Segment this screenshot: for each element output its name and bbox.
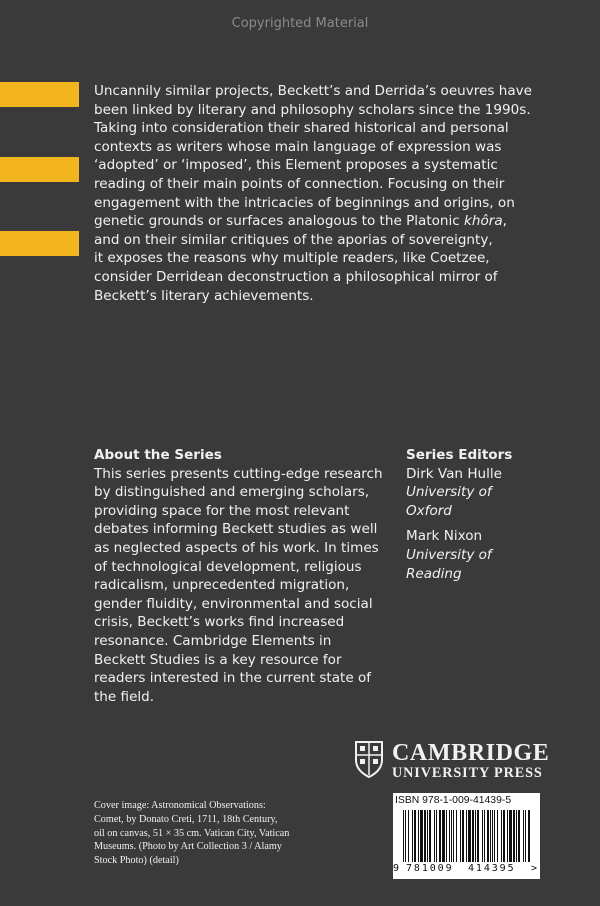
blurb-text: genetic grounds or surfaces analogous to the Platonic	[94, 213, 465, 230]
blurb-line: Uncannily similar projects, Beckett’s and Derrida’s oeuvres have	[94, 83, 532, 99]
about-line: by distinguished and emerging scholars,	[94, 484, 370, 501]
about-line: of technological development, religious	[94, 558, 362, 575]
credit-line: Stock Photo) (detail)	[94, 855, 179, 867]
khora-term: khôra	[464, 213, 503, 230]
blurb-line: it exposes the reasons why multiple readers, like Coetzee,	[94, 250, 490, 267]
editor-university: University of	[406, 484, 492, 501]
about-the-series	[94, 446, 394, 706]
barcode-first-digit: 9	[393, 863, 400, 874]
copyright-watermark: Copyrighted Material	[231, 16, 369, 31]
book-blurb	[94, 82, 574, 305]
publisher-name: CAMBRIDGE	[392, 740, 550, 766]
about-line: readers interested in the current state of	[94, 670, 372, 687]
barcode-arrow: >	[531, 863, 538, 874]
credit-line: oil on canvas, 51 × 35 cm. Vatican City, Vatican	[94, 827, 290, 839]
about-line: crisis, Beckett’s works find increased	[94, 614, 345, 631]
publisher-subname: UNIVERSITY PRESS	[392, 765, 543, 781]
credit-line: Cover image: Astronomical Observations:	[94, 800, 266, 811]
about-line: This series presents cutting-edge research	[94, 465, 383, 482]
isbn-number: ISBN 978-1-009-41439-5	[395, 795, 512, 806]
blurb-line: engagement with the intricacies of beginnings and origins, on	[94, 194, 515, 211]
accent-bar-2	[0, 157, 79, 182]
blurb-line: consider Derridean deconstruction a philosophical mirror of	[94, 268, 498, 285]
editor-university: Reading	[406, 565, 462, 582]
about-line: gender fluidity, environmental and social	[94, 595, 373, 612]
blurb-line: Beckett’s literary achievements.	[94, 287, 314, 304]
blurb-line: ‘adopted’ or ‘imposed’, this Element proposes a systematic	[94, 157, 498, 174]
blurb-line	[94, 212, 574, 231]
blurb-line: Taking into consideration their shared historical and personal	[94, 120, 509, 137]
series-editors	[406, 446, 586, 583]
editor-name: Dirk Van Hulle	[406, 465, 502, 482]
about-line: the field.	[94, 688, 155, 705]
cambridge-university-press-logo	[354, 740, 554, 784]
cambridge-shield-icon	[354, 740, 384, 778]
about-line: providing space for the most relevant	[94, 502, 350, 519]
barcode-right-digits: 414395	[468, 863, 516, 874]
about-line: resonance. Cambridge Elements in	[94, 632, 332, 649]
blurb-line: and on their similar critiques of the aporias of sovereignty,	[94, 231, 493, 248]
isbn-barcode	[393, 793, 540, 879]
editor-university: Oxford	[406, 502, 452, 519]
blurb-line: been linked by literary and philosophy scholars since the 1990s.	[94, 101, 531, 118]
blurb-line: contexts as writers whose main language of expression was	[94, 138, 502, 155]
credit-line: Comet, by Donato Creti, 1711, 18th Century,	[94, 813, 278, 825]
editor-university: University of	[406, 546, 492, 563]
credit-line: Museums. (Photo by Art Collection 3 / Alamy	[94, 841, 282, 853]
about-line: as neglected aspects of his work. In times	[94, 539, 379, 556]
editor-name: Mark Nixon	[406, 528, 483, 545]
barcode-bars	[401, 810, 532, 864]
accent-bar-1	[0, 82, 79, 107]
cover-image-credit	[94, 799, 324, 868]
editors-heading: Series Editors	[406, 447, 513, 463]
about-heading: About the Series	[94, 447, 222, 463]
blurb-line: reading of their main points of connection. Focusing on their	[94, 175, 505, 192]
barcode-left-digits: 781009	[406, 863, 454, 874]
about-line: debates informing Beckett studies as well	[94, 521, 378, 538]
about-line: radicalism, unprecedented migration,	[94, 577, 350, 594]
about-line: Beckett Studies is a key resource for	[94, 651, 342, 668]
accent-bar-3	[0, 231, 79, 256]
blurb-punct: ,	[502, 213, 507, 230]
